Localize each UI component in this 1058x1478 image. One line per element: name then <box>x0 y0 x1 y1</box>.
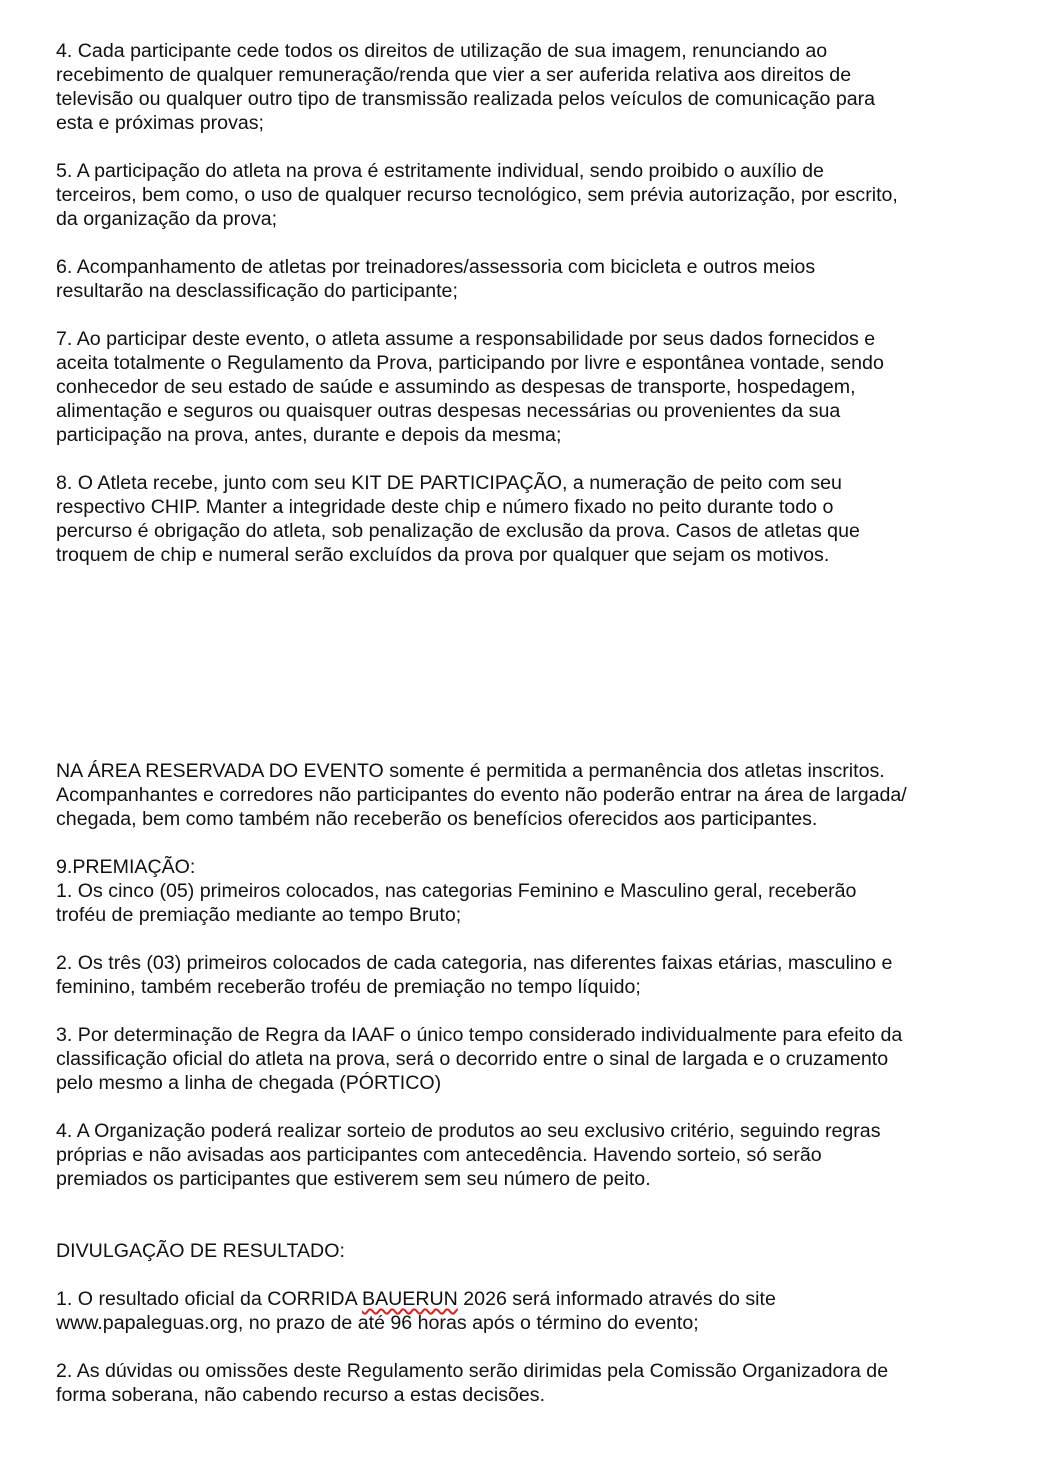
rule-8-paragraph: 8. O Atleta recebe, junto com seu KIT DE PARTICIPAÇÃO, a numeração de peito com seu respectivo CHIP. Manter a integridade deste chip e número fixado no peito durante todo o percurso é obrigação do atleta, sob penalização de exclusão da prova. Casos de atletas que troquem de chip e numeral serão excluídos da prova por qualquer que sejam os motivos. <box>56 472 860 566</box>
award-2-paragraph: 2. Os três (03) primeiros colocados de cada categoria, nas diferentes faixas etárias, masculino e feminino, também receberão troféu de premiação no tempo líquido; <box>56 952 893 998</box>
award-1-paragraph: 1. Os cinco (05) primeiros colocados, nas categorias Feminino e Masculino geral, receberão troféu de premiação mediante ao tempo Bruto; <box>56 880 857 926</box>
result-1-paragraph <box>56 1287 1031 1335</box>
rule-5-paragraph: 5. A participação do atleta na prova é estritamente individual, sendo proibido o auxílio de terceiros, bem como, o uso de qualquer recurso tecnológico, sem prévia autorização, por escrito, da organização da prova; <box>56 160 898 230</box>
rule-6-paragraph: 6. Acompanhamento de atletas por treinadores/assessoria com bicicleta e outros meios resultarão na desclassificação do participante; <box>56 256 816 302</box>
rule-7-paragraph: 7. Ao participar deste evento, o atleta assume a responsabilidade por seus dados fornecidos e aceita totalmente o Regulamento da Prova, participando por livre e espontânea vontade, sendo conhecedor de seu estado de saúde e assumindo as despesas de transporte, hospedagem, alimentação e seguros ou quaisquer outras despesas necessárias ou provenientes da sua participação na prova, antes, durante e depois da mesma; <box>56 328 884 446</box>
reserved-area-paragraph: NA ÁREA RESERVADA DO EVENTO somente é permitida a permanência dos atletas inscritos. Acompanhantes e corredores não participantes do evento não poderão entrar na área de largada/ chegada, bem como também não receberão os benefícios oferecidos aos participantes. <box>56 760 907 830</box>
result-1-text-end: 2026 será informado através do site www.papaleguas.org, no prazo de até 96 horas após o término do evento; <box>56 1288 776 1334</box>
misspelled-word-bauerun[interactable]: BAUERUN <box>362 1288 458 1310</box>
award-3-paragraph: 3. Por determinação de Regra da IAAF o único tempo considerado individualmente para efeito da classificação oficial do atleta na prova, será o decorrido entre o sinal de largada e o cruzamento pelo mesmo a linha de chegada (PÓRTICO) <box>56 1024 903 1094</box>
results-heading: DIVULGAÇÃO DE RESULTADO: <box>56 1240 345 1262</box>
result-1-text-start: 1. O resultado oficial da CORRIDA <box>56 1288 363 1310</box>
award-4-paragraph: 4. A Organização poderá realizar sorteio de produtos ao seu exclusivo critério, seguindo regras próprias e não avisadas aos participantes com antecedência. Havendo sorteio, só serão premiados os participantes que estiverem sem seu número de peito. <box>56 1120 881 1190</box>
document-page <box>56 39 1031 1407</box>
rule-4-paragraph: 4. Cada participante cede todos os direitos de utilização de sua imagem, renunciando ao recebimento de qualquer remuneração/renda que vier a ser auferida relativa aos direitos de televisão ou qualquer outro tipo de transmissão realizada pelos veículos de comunicação para esta e próximas provas; <box>56 40 876 134</box>
result-2-paragraph: 2. As dúvidas ou omissões deste Regulamento serão dirimidas pela Comissão Organizadora de forma soberana, não cabendo recurso a estas decisões. <box>56 1360 889 1406</box>
awards-heading: 9.PREMIAÇÃO: <box>56 856 196 878</box>
